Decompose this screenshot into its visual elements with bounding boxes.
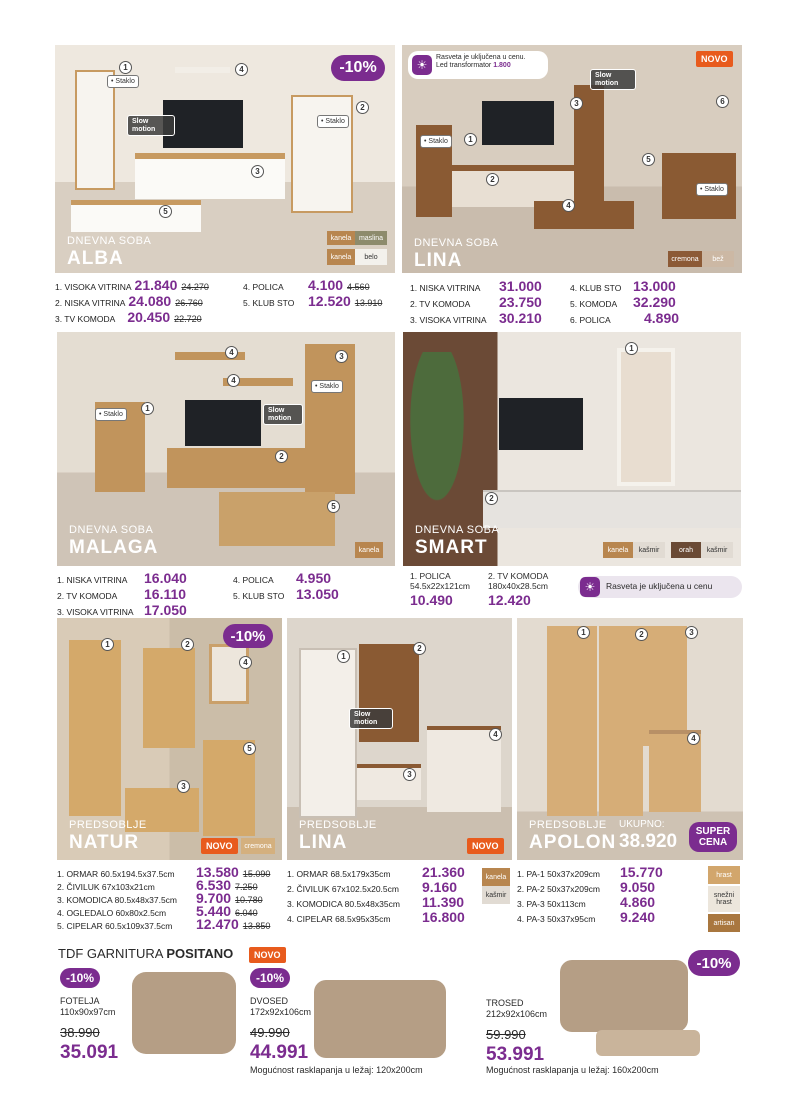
marker-4: 4 xyxy=(225,346,238,359)
marker-4: 4 xyxy=(227,374,240,387)
caption-subtitle: PREDSOBLJE xyxy=(529,819,607,831)
caption xyxy=(414,238,498,270)
marker-2: 2 xyxy=(635,628,648,641)
vitrina-right xyxy=(291,95,353,213)
price-row: 1. ORMAR 60.5x194.5x37.5cm 13.580 15.090 xyxy=(57,864,271,880)
novo-badge: NOVO xyxy=(467,838,504,854)
marker-2: 2 xyxy=(485,492,498,505)
swatch-kasmir: kašmir xyxy=(633,542,665,558)
price-row: 3. TV KOMODA 20.450 22.720 xyxy=(55,309,202,325)
marker-1: 1 xyxy=(577,626,590,639)
caption-subtitle: DNEVNA SOBA xyxy=(69,524,154,536)
marker-3: 3 xyxy=(403,768,416,781)
price-row: 4. PA-3 50x37x95cm 9.240 xyxy=(517,909,656,925)
vitrina-high xyxy=(305,344,355,494)
price-row: 5. CIPELAR 60.5x109x37.5cm 12.470 13.850 xyxy=(57,916,271,932)
slow-motion-label: Slow motion xyxy=(263,404,303,425)
caption-title: NATUR xyxy=(69,832,140,853)
caption-subtitle: DNEVNA SOBA xyxy=(414,237,499,249)
glass-tag: • Staklo xyxy=(107,75,139,88)
swatch-hrast: hrast xyxy=(708,866,740,884)
marker-6: 6 xyxy=(716,95,729,108)
smart-light-note: ☀ Rasveta je uključena u cenu xyxy=(578,576,742,598)
price-row: 3. VISOKA VITRINA 17.050 xyxy=(57,602,187,618)
price-row: 1. NISKA VITRINA 16.040 xyxy=(57,570,187,586)
malaga-price-left xyxy=(57,570,227,618)
swatch-cremona: cremona xyxy=(241,838,275,854)
sofa-bed-mattress xyxy=(596,1030,700,1056)
marker-3: 3 xyxy=(335,350,348,363)
price-row: 5. KLUB STO 13.050 xyxy=(233,586,339,602)
polica xyxy=(617,348,675,486)
caption xyxy=(299,820,377,852)
glass-tag: • Staklo xyxy=(696,183,728,196)
price-row: 3. KOMODICA 80.5x48x37.5cm 9.700 10.780 xyxy=(57,890,263,906)
swatch-artisan: artisan xyxy=(708,914,740,932)
lina-living-panel xyxy=(402,45,742,273)
slow-motion-label: Slow motion xyxy=(127,115,175,136)
vitrina-left xyxy=(75,70,115,190)
swatch-kasmir: kašmir xyxy=(482,886,510,904)
marker-5: 5 xyxy=(642,153,655,166)
swatch-belo: belo xyxy=(355,249,387,265)
price-row: 1. NISKA VITRINA 31.000 xyxy=(410,278,542,294)
lina-hall-panel xyxy=(287,618,512,860)
trosed-info: TROSED 212x92x106cm 59.990 53.991 xyxy=(486,998,548,1065)
price-row: 2. ČIVILUK 67x102.5x20.5cm 9.160 xyxy=(287,879,458,895)
discount-badge: -10% xyxy=(250,968,290,988)
marker-4: 4 xyxy=(562,199,575,212)
light-note: ☀ Rasveta je uključena u cenu. Led transformator 1.800 xyxy=(408,51,548,79)
apolon-price-list xyxy=(517,864,707,924)
caption-title: MALAGA xyxy=(69,537,159,558)
marker-1: 1 xyxy=(464,133,477,146)
swatch-kanela: kanela xyxy=(482,868,510,886)
trosed-note: Mogućnost rasklapanja u ležaj: 160x200cm xyxy=(486,1065,659,1075)
lina-living-price-right xyxy=(570,278,740,326)
smart-item-2: 2. TV KOMODA 180x40x28.5cm 12.420 xyxy=(488,571,549,608)
marker-1: 1 xyxy=(141,402,154,415)
glass-tag: • Staklo xyxy=(420,135,452,148)
glass-tag: • Staklo xyxy=(317,115,349,128)
lina-living-price-left xyxy=(410,278,570,326)
price-row: 3. KOMODICA 80.5x48x35cm 11.390 xyxy=(287,894,465,910)
price-row: 2. TV KOMODA 16.110 xyxy=(57,586,187,602)
super-price-badge: SUPER CENA xyxy=(689,822,737,852)
apolon-panel xyxy=(517,618,743,860)
smart-item-1: 1. POLICA 54.5x22x121cm 10.490 xyxy=(410,571,471,608)
tv xyxy=(499,398,583,450)
swatch-kanela: kanela xyxy=(327,231,355,245)
discount-badge: -10% xyxy=(688,950,740,976)
price-row: 4. CIPELAR 68.5x95x35cm 16.800 xyxy=(287,909,465,925)
marker-1: 1 xyxy=(119,61,132,74)
price-row: 2. ČIVILUK 67x103x21cm 6.530 7.250 xyxy=(57,877,258,893)
caption-title: LINA xyxy=(414,250,463,271)
glass-tag: • Staklo xyxy=(95,408,127,421)
loveseat-image xyxy=(314,980,446,1058)
slow-motion-label: Slow motion xyxy=(349,708,393,729)
caption xyxy=(529,820,616,852)
marker-3: 3 xyxy=(685,626,698,639)
malaga-price-right xyxy=(233,570,393,602)
swatch-kanela: kanela xyxy=(355,542,383,558)
price-row: 1. PA-1 50x37x209cm 15.770 xyxy=(517,864,663,880)
caption xyxy=(67,236,151,268)
price-row: 1. VISOKA VITRINA 21.840 24.270 xyxy=(55,277,209,293)
tv xyxy=(185,400,261,446)
caption-title: ALBA xyxy=(67,248,124,269)
smart-panel xyxy=(403,332,741,566)
marker-5: 5 xyxy=(159,205,172,218)
price-row: 6. POLICA 4.890 xyxy=(570,310,680,326)
tv xyxy=(163,100,243,148)
marker-1: 1 xyxy=(101,638,114,651)
caption-subtitle: PREDSOBLJE xyxy=(299,819,377,831)
price-row: 1. ORMAR 68.5x179x35cm 21.360 xyxy=(287,864,465,880)
discount-badge: -10% xyxy=(223,624,273,648)
price-row: 5. KLUB STO 12.520 13.910 xyxy=(243,293,383,309)
price-row: 3. PA-3 50x113cm 4.860 xyxy=(517,894,656,910)
marker-5: 5 xyxy=(243,742,256,755)
novo-badge: NOVO xyxy=(249,947,286,963)
total-block: UKUPNO: 38.920 xyxy=(619,819,678,852)
alba-panel xyxy=(55,45,395,273)
price-row: 2. TV KOMODA 23.750 xyxy=(410,294,542,310)
sofa-bed-image xyxy=(560,960,688,1032)
caption-subtitle: DNEVNA SOBA xyxy=(415,524,500,536)
marker-4: 4 xyxy=(687,732,700,745)
caption-title: LINA xyxy=(299,832,348,853)
marker-4: 4 xyxy=(489,728,502,741)
swatch-kasmir: kašmir xyxy=(701,542,733,558)
caption-title: APOLON xyxy=(529,832,617,853)
marker-3: 3 xyxy=(570,97,583,110)
fotelja-info: FOTELJA 110x90x97cm 38.990 35.091 xyxy=(60,996,119,1063)
pa-2 xyxy=(599,626,643,816)
caption-title: SMART xyxy=(415,537,488,558)
price-row: 4. KLUB STO 13.000 xyxy=(570,278,676,294)
bulb-icon: ☀ xyxy=(580,577,600,597)
swatch-orah: orah xyxy=(671,542,701,558)
price-row: 2. PA-2 50x37x209cm 9.050 xyxy=(517,879,656,895)
positano-heading: TDF GARNITURA POSITANO xyxy=(58,946,234,961)
marker-3: 3 xyxy=(251,165,264,178)
shelf xyxy=(175,67,230,73)
glass-tag: • Staklo xyxy=(311,380,343,393)
natur-panel xyxy=(57,618,282,860)
price-row: 4. POLICA 4.100 4.560 xyxy=(243,277,370,293)
klub-sto xyxy=(219,492,335,546)
marker-1: 1 xyxy=(625,342,638,355)
price-row: 4. POLICA 4.950 xyxy=(233,570,332,586)
civiluk xyxy=(143,648,195,748)
marker-5: 5 xyxy=(327,500,340,513)
caption xyxy=(69,820,147,852)
dvosed-note: Mogućnost rasklapanja u ležaj: 120x200cm xyxy=(250,1065,423,1075)
caption-subtitle: PREDSOBLJE xyxy=(69,819,147,831)
tv-komoda xyxy=(135,153,285,199)
caption xyxy=(69,525,158,557)
swatch-bez: bež xyxy=(702,251,734,267)
swatch-snezni-hrast: snežni hrast xyxy=(708,886,740,912)
malaga-panel xyxy=(57,332,395,566)
slow-motion-label: Slow motion xyxy=(590,69,636,90)
swatch-kanela: kanela xyxy=(603,542,633,558)
ormar xyxy=(69,640,121,816)
lina-hall-price-list xyxy=(287,864,487,924)
marker-2: 2 xyxy=(275,450,288,463)
marker-4: 4 xyxy=(235,63,248,76)
swatch-cremona: cremona xyxy=(668,251,702,267)
marker-2: 2 xyxy=(181,638,194,651)
swatch-maslina: maslina xyxy=(355,231,387,245)
marker-2: 2 xyxy=(486,173,499,186)
price-row: 3. VISOKA VITRINA 30.210 xyxy=(410,310,542,326)
caption-subtitle: DNEVNA SOBA xyxy=(67,235,152,247)
dvosed-info: DVOSED 172x92x106cm 49.990 44.991 xyxy=(250,996,312,1063)
marker-1: 1 xyxy=(337,650,350,663)
natur-price-list xyxy=(57,864,287,932)
marker-2: 2 xyxy=(413,642,426,655)
swatch-kanela: kanela xyxy=(327,249,355,265)
bulb-icon: ☀ xyxy=(412,55,432,75)
novo-badge: NOVO xyxy=(696,51,733,67)
ogledalo xyxy=(209,644,249,704)
marker-4: 4 xyxy=(239,656,252,669)
alba-price-list-left xyxy=(55,277,235,325)
tv-komoda xyxy=(167,448,327,488)
caption xyxy=(415,525,499,557)
marker-3: 3 xyxy=(177,780,190,793)
discount-badge: -10% xyxy=(60,968,100,988)
plant xyxy=(403,352,471,522)
novo-badge: NOVO xyxy=(201,838,238,854)
price-row: 2. NISKA VITRINA 24.080 26.760 xyxy=(55,293,203,309)
alba-price-list-right xyxy=(243,277,393,309)
price-row: 5. KOMODA 32.290 xyxy=(570,294,676,310)
ormar xyxy=(299,648,357,818)
tv xyxy=(482,101,554,145)
klub-sto xyxy=(71,200,201,232)
pa-3 xyxy=(643,626,687,746)
discount-badge: -10% xyxy=(331,55,385,81)
pa-1 xyxy=(547,626,597,816)
armchair-image xyxy=(132,972,236,1054)
tv-komoda xyxy=(483,490,741,528)
marker-2: 2 xyxy=(356,101,369,114)
price-row: 4. OGLEDALO 60x80x2.5cm 5.440 6.040 xyxy=(57,903,258,919)
klub-sto xyxy=(534,201,634,229)
